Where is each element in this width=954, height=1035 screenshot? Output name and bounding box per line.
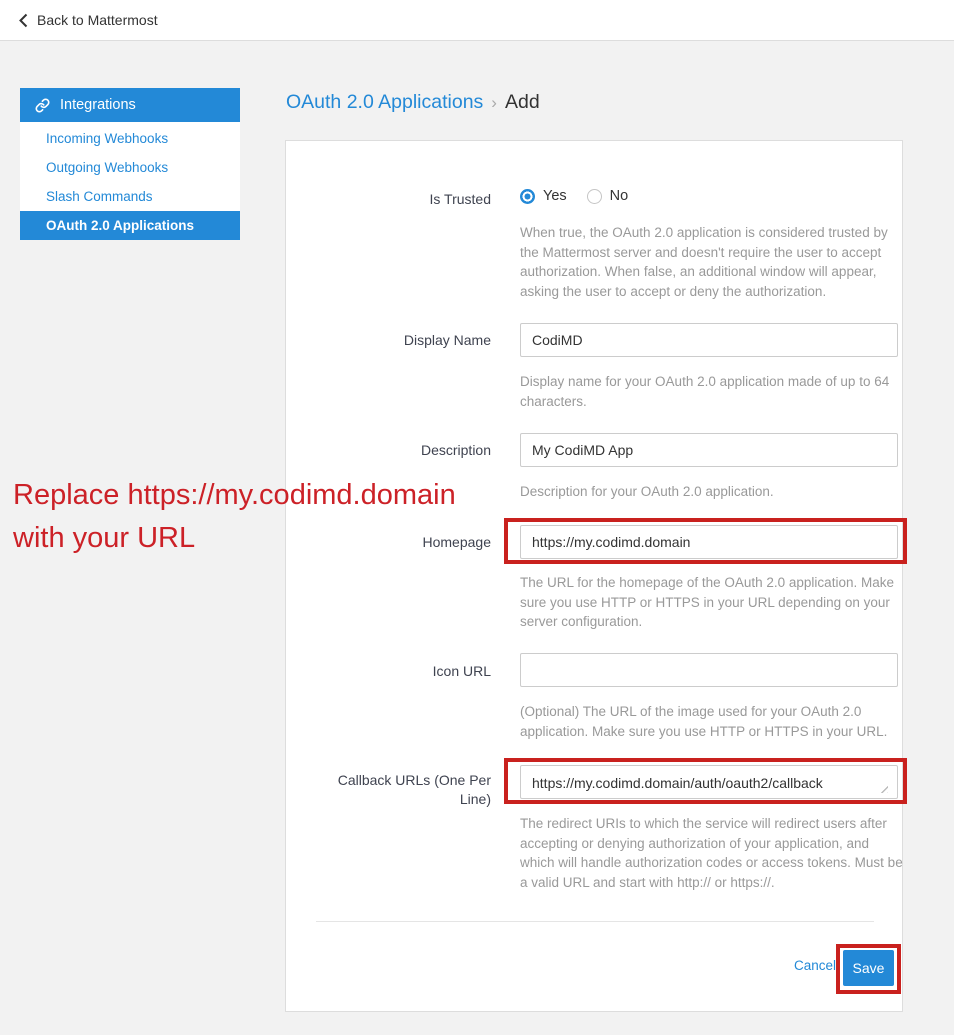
description-help: Description for your OAuth 2.0 application. (520, 484, 774, 499)
callback-urls-textarea[interactable] (520, 765, 898, 799)
sidebar-item-outgoing-webhooks[interactable]: Outgoing Webhooks (46, 160, 169, 175)
save-button[interactable]: Save (843, 950, 894, 986)
breadcrumb-current: Add (504, 91, 540, 113)
back-to-mattermost-link[interactable]: Back to Mattermost (37, 12, 158, 28)
annotation-note (13, 474, 456, 560)
annotation-note-line2: with your URL (13, 522, 196, 554)
homepage-help: The URL for the homepage of the OAuth 2.0 application. Make sure you use HTTP or HTTPS in your URL depending on your server configuration. (520, 575, 894, 629)
sidebar-header-integrations[interactable] (20, 88, 240, 122)
is-trusted-help: When true, the OAuth 2.0 application is considered trusted by the Mattermost server and doesn't require the user to accept authorization. When false, an additional window will appear, asking the user to accept or deny the authorization. (520, 225, 888, 299)
footer-divider (316, 921, 874, 922)
display-name-help: Display name for your OAuth 2.0 application made of up to 64 characters. (520, 374, 890, 409)
sidebar-item-oauth-applications[interactable]: OAuth 2.0 Applications (20, 211, 240, 240)
is-trusted-yes-radio[interactable]: Yes (520, 188, 567, 204)
annotation-box-callback-urls (504, 758, 907, 804)
homepage-input[interactable] (520, 525, 898, 559)
display-name-input[interactable] (520, 323, 898, 357)
display-name-label: Display Name (403, 332, 491, 348)
breadcrumb-separator: › (491, 93, 497, 112)
chevron-left-icon (19, 13, 28, 28)
callback-urls-help: The redirect URIs to which the service will redirect users after accepting or denying authorization of your application, and which will handle authorization codes or access tokens. Must be a valid URL and start with http:// or https://. (520, 816, 903, 890)
homepage-label: Homepage (422, 534, 491, 550)
annotation-note-line1: Replace https://my.codimd.domain (13, 479, 456, 511)
callback-urls-label: Callback URLs (One Per Line) (337, 772, 491, 807)
sidebar-header-label: Integrations (60, 97, 136, 113)
is-trusted-label: Is Trusted (429, 191, 491, 207)
annotation-box-save (836, 944, 901, 994)
is-trusted-no-radio[interactable]: No (587, 188, 629, 204)
cancel-button[interactable]: Cancel (794, 958, 837, 973)
sidebar-list (20, 122, 240, 240)
radio-unselected-icon (587, 189, 602, 204)
breadcrumb (286, 91, 540, 114)
description-label: Description (420, 442, 491, 458)
description-input[interactable] (520, 433, 898, 467)
is-trusted-radio-group (520, 188, 628, 204)
integrations-sidebar (20, 88, 240, 240)
breadcrumb-parent-link[interactable]: OAuth 2.0 Applications (286, 91, 484, 113)
sidebar-item-slash-commands[interactable]: Slash Commands (46, 189, 153, 204)
topbar (0, 0, 954, 41)
radio-selected-icon (520, 189, 535, 204)
link-icon (35, 98, 50, 113)
icon-url-label: Icon URL (432, 663, 491, 679)
annotation-box-homepage (504, 518, 907, 564)
sidebar-item-incoming-webhooks[interactable]: Incoming Webhooks (46, 131, 169, 146)
icon-url-input[interactable] (520, 653, 898, 687)
icon-url-help: (Optional) The URL of the image used for your OAuth 2.0 application. Make sure you use HTTP or HTTPS in your URL. (520, 704, 888, 739)
oauth-add-form-panel (285, 140, 903, 1012)
